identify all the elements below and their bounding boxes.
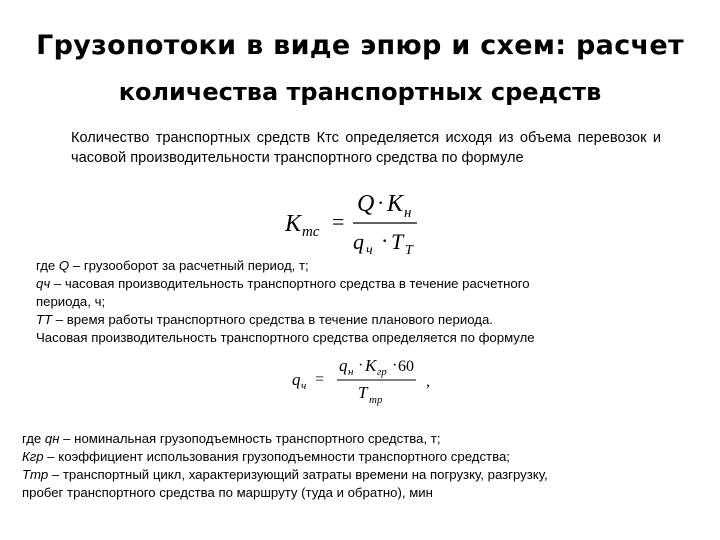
- def-var-ttr: Ттр: [22, 467, 49, 482]
- formula2-num-60: 60: [398, 358, 414, 375]
- def-text-ttr: – транспортный цикл, характеризующий затраты времени на погрузку, разгрузку,: [48, 467, 548, 482]
- formula1-equals: =: [332, 209, 345, 234]
- intro-paragraph: Количество транспортных средств Ктс определяется исходя из объема перевозок и часовой производительности транспортного средства по формуле: [71, 130, 661, 166]
- definitions-block-1: [36, 257, 676, 347]
- formula1-den-q: q: [353, 229, 364, 254]
- def-text-qch: – часовая производительность транспортного средства в течение расчетного: [50, 276, 530, 291]
- def-text-q: – грузооборот за расчетный период, т;: [69, 258, 309, 273]
- definitions-block-2: [22, 430, 682, 502]
- def-text-tt: – время работы транспортного средства в течение планового периода.: [52, 312, 493, 327]
- def-text-qn: – номинальная грузоподъемность транспортного средства, т;: [59, 431, 441, 446]
- formula1-num-dot: ·: [377, 190, 385, 215]
- def-ttr: [22, 466, 682, 484]
- formula2-lhs: q: [292, 370, 301, 389]
- formula1-den-t-sub: T: [405, 243, 413, 258]
- formula1-lhs: K: [285, 211, 302, 237]
- def-ttr-cont: пробег транспортного средства по маршруту (туда и обратно), мин: [22, 485, 433, 500]
- formula1-den-q-sub: ч: [366, 243, 373, 258]
- formula1-den-dot: ·: [381, 228, 389, 253]
- def-text-kgr: – коэффициент использования грузоподъемности транспортного средства;: [43, 449, 510, 464]
- formula2-equals: =: [315, 371, 325, 388]
- formula1-lhs-sub: mc: [302, 224, 320, 240]
- def-q: [36, 257, 676, 275]
- def-tt: [36, 311, 676, 329]
- formula-hourly-productivity: [292, 356, 442, 414]
- formula1-num-k: K: [387, 191, 404, 217]
- def-var-qn: qн: [44, 431, 60, 446]
- formula2-den-t-sub: тр: [369, 394, 383, 406]
- def-var-tt: ТТ: [36, 312, 53, 327]
- formula1-den-t: T: [391, 229, 404, 254]
- formula2-num-k: K: [365, 356, 377, 375]
- formula2-intro: Часовая производительность транспортного средства определяется по формуле: [36, 330, 535, 345]
- slide-title-line2: количества транспортных средств: [118, 78, 602, 106]
- formula2-num-dot1: ·: [358, 357, 364, 374]
- formula2-den-t: T: [358, 383, 368, 402]
- formula1-num-q: Q: [357, 191, 375, 217]
- formula-vehicle-count: [285, 188, 445, 260]
- slide-title-line1: Грузопотоки в виде эпюр и схем: расчет: [36, 30, 684, 61]
- def-var-qch: qч: [36, 276, 51, 291]
- def-kgr: [22, 448, 682, 466]
- def-var-q: Q: [58, 258, 70, 273]
- formula1-num-k-sub: н: [404, 205, 412, 221]
- formula2-comma: ,: [426, 373, 430, 390]
- def2-prefix: где: [22, 431, 45, 446]
- formula2-num-dot2: ·: [392, 357, 398, 374]
- def-prefix: где: [36, 258, 59, 273]
- def-qch: [36, 275, 676, 293]
- def-qch-cont: периода, ч;: [36, 294, 106, 309]
- def-qn: [22, 430, 682, 448]
- formula2-num-q-sub: н: [348, 366, 354, 378]
- formula2-lhs-sub: ч: [301, 380, 307, 392]
- def-var-kgr: Кгр: [22, 449, 44, 464]
- formula2-num-k-sub: гр: [377, 366, 387, 378]
- formula2-num-q: q: [339, 356, 348, 375]
